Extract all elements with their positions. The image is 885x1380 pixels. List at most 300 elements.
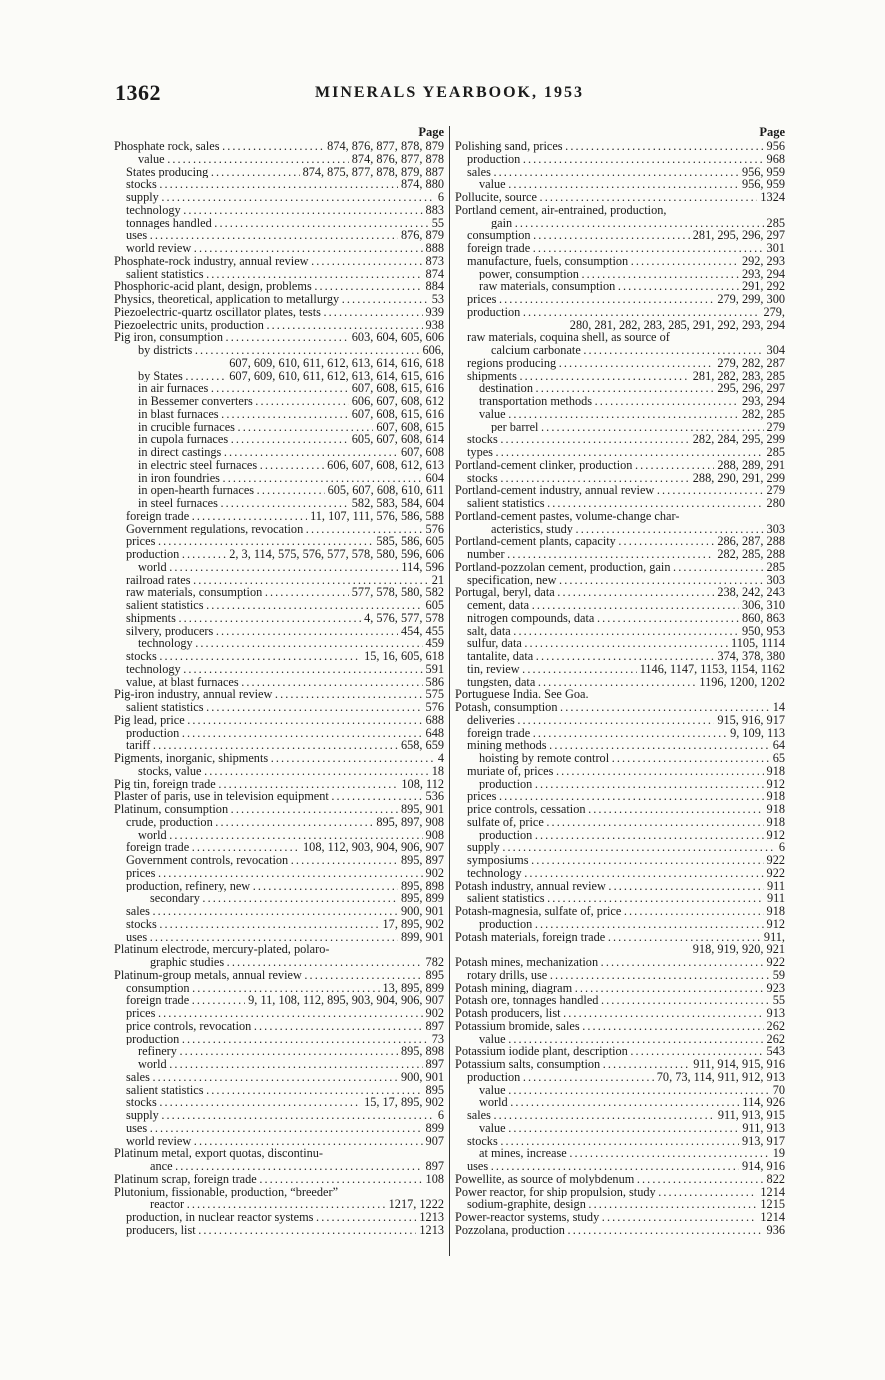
index-entry (455, 166, 785, 179)
entry-term: stocks . . . (126, 1096, 444, 1109)
entry-term: prices . . . (126, 535, 444, 548)
entry-term: supply . . . (126, 1109, 444, 1122)
entry-pages: 956 (764, 140, 785, 153)
index-entry (455, 688, 785, 701)
index-entry (455, 548, 785, 561)
index-entry (455, 599, 785, 612)
entry-pages: 4, 576, 577, 578 (361, 612, 444, 625)
entry-term: Piezoelectric units, production . . . (114, 319, 444, 332)
entry-term: value . . . (479, 178, 785, 191)
index-entry (114, 982, 444, 995)
entry-term: acteristics, study . . . (491, 523, 785, 536)
entry-pages: 912 (764, 829, 785, 842)
index-entry (114, 1109, 444, 1122)
entry-term: value . . . (479, 1122, 785, 1135)
entry-pages: 1196, 1200, 1202 (696, 676, 785, 689)
index-entry (114, 867, 444, 880)
entry-pages: 1105, 1114 (728, 637, 785, 650)
entry-term: destination . . . (479, 382, 785, 395)
entry-pages: 586 (423, 676, 444, 689)
entry-term: production . . . (126, 548, 444, 561)
index-entry (114, 625, 444, 638)
entry-term: Pigments, inorganic, shipments . . . (114, 752, 444, 765)
entry-pages: 607, 608, 615 (373, 421, 444, 434)
index-entry (455, 459, 785, 472)
entry-pages: 1324 (757, 191, 785, 204)
entry-term: Platinum, consumption . . . (114, 803, 444, 816)
entry-term: value . . . (479, 408, 785, 421)
index-entry (455, 510, 785, 523)
entry-pages: 607, 608 (398, 446, 444, 459)
column-divider (449, 126, 450, 1256)
entry-term: Platinum-group metals, annual review . . . (114, 969, 444, 982)
entry-pages: 922 (764, 956, 785, 969)
index-entry (455, 535, 785, 548)
entry-pages: 282, 285 (739, 408, 785, 421)
entry-pages: 281, 295, 296, 297 (690, 229, 785, 242)
entry-pages: 108, 112, 903, 904, 906, 907 (300, 841, 444, 854)
entry-pages: 922 (764, 867, 785, 880)
entry-term: regions producing . . . (467, 357, 785, 370)
index-entry (114, 943, 444, 956)
entry-pages: 822 (764, 1173, 785, 1186)
entry-pages: 301 (764, 242, 785, 255)
running-title: MINERALS YEARBOOK, 1953 (315, 84, 584, 101)
entry-pages: 907 (423, 1135, 444, 1148)
index-entry (455, 523, 785, 536)
entry-term: Platinum metal, export quotas, discontinu- (114, 1147, 324, 1160)
index-entry (455, 1096, 785, 1109)
entry-term: in blast furnaces . . . (138, 408, 444, 421)
entry-term: Potash materials, foreign trade . . . (455, 931, 785, 944)
index-entry (455, 1058, 785, 1071)
entry-term: stocks, value . . . (138, 765, 444, 778)
index-entry (114, 816, 444, 829)
entry-pages: 895, 901 (398, 803, 444, 816)
entry-term: shipments . . . (467, 370, 785, 383)
index-entry (455, 421, 785, 434)
entry-term: transportation methods . . . (479, 395, 785, 408)
entry-pages: 1213 (416, 1211, 444, 1224)
index-entry (455, 905, 785, 918)
index-entry (114, 918, 444, 931)
entry-term: technology . . . (138, 637, 444, 650)
entry-pages: 604 (423, 472, 444, 485)
index-entry (114, 803, 444, 816)
entry-pages: 585, 586, 605 (373, 535, 444, 548)
index-column-left (114, 126, 444, 1237)
index-entry (114, 829, 444, 842)
entry-term: Portland-cement industry, annual review . . . (455, 484, 785, 497)
entry-pages: 897 (423, 1020, 444, 1033)
entry-pages: 876, 879 (398, 229, 444, 242)
index-entry (114, 140, 444, 153)
index-entry (114, 931, 444, 944)
entry-pages: 2, 3, 114, 575, 576, 577, 578, 580, 596, 606 (226, 548, 444, 561)
index-entry (455, 382, 785, 395)
entry-term: stocks . . . (467, 433, 785, 446)
entry-pages: 897 (423, 1058, 444, 1071)
entry-term: Potassium bromide, sales . . . (455, 1020, 785, 1033)
entry-pages: 108, 112 (398, 778, 444, 791)
entry-pages: 19 (770, 1147, 785, 1160)
index-entry (114, 1058, 444, 1071)
entry-term: symposiums . . . (467, 854, 785, 867)
index-entry (455, 867, 785, 880)
entry-pages: 53 (429, 293, 444, 306)
entry-pages: 280 (764, 497, 785, 510)
entry-term: world review . . . (126, 1135, 444, 1148)
index-entry (455, 484, 785, 497)
index-entry (114, 548, 444, 561)
entry-pages: 900, 901 (398, 1071, 444, 1084)
index-entry (114, 510, 444, 523)
entry-term: Pollucite, source . . . (455, 191, 785, 204)
index-entry (114, 1071, 444, 1084)
index-entry (455, 739, 785, 752)
entry-term: sodium-graphite, design . . . (467, 1198, 785, 1211)
index-entry (114, 752, 444, 765)
index-entry (455, 765, 785, 778)
entry-term: technology . . . (126, 663, 444, 676)
index-entry (455, 280, 785, 293)
entry-term: sulfur, data . . . (467, 637, 785, 650)
index-entry (114, 497, 444, 510)
entry-term: supply . . . (467, 841, 785, 854)
index-entry (114, 727, 444, 740)
index-entry (114, 778, 444, 791)
index-entry (455, 982, 785, 995)
entry-term: Piezoelectric-quartz oscillator plates, tests . . . (114, 306, 444, 319)
entry-term: graphic studies . . . (150, 956, 444, 969)
entry-pages: 279, (760, 306, 785, 319)
index-entry (455, 1135, 785, 1148)
index-entry (114, 229, 444, 242)
index-entry (114, 586, 444, 599)
index-entry (114, 344, 444, 357)
entry-term: stocks . . . (467, 1135, 785, 1148)
index-entry (114, 217, 444, 230)
entry-term: in iron foundries . . . (138, 472, 444, 485)
entry-term: value . . . (479, 1084, 785, 1097)
entry-term: Physics, theoretical, application to metallurgy . . . (114, 293, 444, 306)
index-entry (455, 880, 785, 893)
entry-pages: 874, 875, 877, 878, 879, 887 (300, 166, 444, 179)
entry-term: foreign trade . . . (126, 841, 444, 854)
index-entries-right (455, 140, 785, 1237)
index-entry (455, 446, 785, 459)
index-entry (455, 969, 785, 982)
entry-term: Platinum electrode, mercury-plated, polaro- (114, 943, 330, 956)
entry-pages: 1215 (757, 1198, 785, 1211)
entry-term: stocks . . . (126, 650, 444, 663)
index-entry (114, 268, 444, 281)
entry-pages: 895 (423, 1084, 444, 1097)
entry-term: in direct castings . . . (138, 446, 444, 459)
page-number: 1362 (115, 80, 161, 105)
entry-pages: 1214 (757, 1211, 785, 1224)
entry-pages: 454, 455 (398, 625, 444, 638)
entry-term: uses . . . (126, 931, 444, 944)
entry-term: uses . . . (126, 1122, 444, 1135)
entry-pages: 4 (435, 752, 444, 765)
index-entry (455, 918, 785, 931)
entry-pages: 374, 378, 380 (714, 650, 785, 663)
entry-term: salient statistics . . . (126, 1084, 444, 1097)
index-entry (114, 892, 444, 905)
entry-pages: 1146, 1147, 1153, 1154, 1162 (637, 663, 785, 676)
index-entry (455, 1084, 785, 1097)
index-entry (114, 714, 444, 727)
entry-pages: 883 (423, 204, 444, 217)
entry-term: Potash-magnesia, sulfate of, price . . . (455, 905, 785, 918)
entry-term: consumption . . . (126, 982, 444, 995)
index-entry (455, 1109, 785, 1122)
index-entry (114, 178, 444, 191)
entry-pages: 938 (423, 319, 444, 332)
entry-term: calcium carbonate . . . (491, 344, 785, 357)
index-entry (114, 204, 444, 217)
entry-pages: 607, 609, 610, 611, 612, 613, 614, 615, 616 (226, 370, 444, 383)
entry-term: specification, new . . . (467, 574, 785, 587)
entry-term: by districts . . . (138, 344, 444, 357)
entry-term: production . . . (467, 153, 785, 166)
entry-pages: 303 (764, 523, 785, 536)
index-entry (114, 153, 444, 166)
entry-pages: 6 (776, 841, 785, 854)
entry-pages: 282, 285, 288 (714, 548, 785, 561)
index-entry (114, 1007, 444, 1020)
entry-pages: 295, 296, 297 (714, 382, 785, 395)
index-entry (114, 1020, 444, 1033)
entry-term: ance . . . (150, 1160, 444, 1173)
index-entry (455, 370, 785, 383)
index-entry (114, 854, 444, 867)
index-entry (114, 306, 444, 319)
entry-term: production, in nuclear reactor systems . . . (126, 1211, 444, 1224)
entry-pages: 59 (770, 969, 785, 982)
index-entry (455, 344, 785, 357)
entry-term: world . . . (138, 829, 444, 842)
entry-pages: 605, 607, 608, 614 (349, 433, 444, 446)
entry-term: number . . . (467, 548, 785, 561)
index-entry (114, 1224, 444, 1237)
entry-term: production . . . (479, 778, 785, 791)
entry-term: Pozzolana, production . . . (455, 1224, 785, 1237)
entry-term: value . . . (479, 1033, 785, 1046)
entry-pages: 9, 109, 113 (727, 727, 785, 740)
entry-pages: 884 (423, 280, 444, 293)
index-entry (114, 472, 444, 485)
entry-term: Portland cement, air-entrained, production, (455, 203, 667, 217)
index-entry (114, 880, 444, 893)
entry-pages: 605 (423, 599, 444, 612)
entry-pages: 15, 17, 895, 902 (361, 1096, 444, 1109)
index-entry (455, 1122, 785, 1135)
entry-pages: 605, 607, 608, 610, 611 (325, 484, 444, 497)
entry-term: salt, data . . . (467, 625, 785, 638)
index-entry (114, 357, 444, 370)
entry-term: Phosphate rock, sales . . . (114, 140, 444, 153)
entry-pages: 279, 299, 300 (714, 293, 785, 306)
entry-pages: 21 (429, 574, 444, 587)
entry-pages: 282, 284, 295, 299 (690, 433, 785, 446)
index-entry (114, 370, 444, 383)
entry-term: tin, review . . . (467, 663, 785, 676)
entry-pages: 285 (764, 217, 785, 230)
entry-pages: 306, 310 (739, 599, 785, 612)
entry-pages: 911, 913 (739, 1122, 785, 1135)
entry-term: producers, list . . . (126, 1224, 444, 1237)
entry-pages: 459 (423, 637, 444, 650)
entry-term: Potash mining, diagram . . . (455, 982, 785, 995)
entry-term: salient statistics . . . (467, 497, 785, 510)
entry-term: salient statistics . . . (126, 701, 444, 714)
entry-term: prices . . . (126, 867, 444, 880)
entry-term: salient statistics . . . (126, 268, 444, 281)
index-entry (114, 650, 444, 663)
entry-pages: 64 (770, 739, 785, 752)
index-entry (114, 242, 444, 255)
entry-term: Potash industry, annual review . . . (455, 880, 785, 893)
entry-pages: 918 (764, 905, 785, 918)
entry-term: crude, production . . . (126, 816, 444, 829)
index-entry (455, 217, 785, 230)
index-entry (114, 956, 444, 969)
entry-term: Power-reactor systems, study . . . (455, 1211, 785, 1224)
entry-pages: 860, 863 (739, 612, 785, 625)
index-entry (455, 242, 785, 255)
entry-pages: 14 (770, 701, 785, 714)
entry-term: foreign trade . . . (126, 994, 444, 1007)
entry-term: Plaster of paris, use in television equipment . . . (114, 790, 444, 803)
index-entry (114, 255, 444, 268)
index-entry (114, 1045, 444, 1058)
entry-pages: 70 (770, 1084, 785, 1097)
index-entry (114, 905, 444, 918)
entry-pages: 922 (764, 854, 785, 867)
entry-pages: 658, 659 (398, 739, 444, 752)
entry-term: tariff . . . (126, 739, 444, 752)
entry-term: Pig-iron industry, annual review . . . (114, 688, 444, 701)
entry-term: uses . . . (467, 1160, 785, 1173)
index-entry (455, 408, 785, 421)
entry-term: at mines, increase . . . (479, 1147, 785, 1160)
entry-term: Potassium salts, consumption . . . (455, 1058, 785, 1071)
entry-pages: 288, 290, 291, 299 (690, 472, 785, 485)
entry-term: rotary drills, use . . . (467, 969, 785, 982)
index-entry (455, 472, 785, 485)
index-entry (455, 650, 785, 663)
entry-pages: 292, 293 (739, 255, 785, 268)
entry-term: price controls, cessation . . . (467, 803, 785, 816)
entry-pages: 73 (429, 1033, 444, 1046)
entry-pages: 918 (764, 803, 785, 816)
index-entry (455, 829, 785, 842)
entry-pages: 913 (764, 1007, 785, 1020)
entry-pages: 939 (423, 306, 444, 319)
index-entry (114, 1084, 444, 1097)
entry-term: tantalite, data . . . (467, 650, 785, 663)
index-entry (455, 1186, 785, 1199)
entry-pages: 279 (764, 484, 785, 497)
entry-term: Phosphate-rock industry, annual review . . . (114, 255, 444, 268)
index-entry (114, 1122, 444, 1135)
entry-term: reactor . . . (150, 1198, 444, 1211)
entry-pages: 918 (764, 790, 785, 803)
entry-pages: 591 (423, 663, 444, 676)
entry-term: in air furnaces . . . (138, 382, 444, 395)
index-entry (114, 166, 444, 179)
index-entry (114, 1186, 444, 1199)
entry-pages: 915, 916, 917 (714, 714, 785, 727)
entry-term: supply . . . (126, 191, 444, 204)
entry-term: raw materials, consumption . . . (479, 280, 785, 293)
index-entry (455, 841, 785, 854)
index-entry (114, 1135, 444, 1148)
entry-pages: 606, 607, 608, 612, 613 (324, 459, 444, 472)
index-entry (114, 739, 444, 752)
index-entry (114, 663, 444, 676)
entry-term: Plutonium, fissionable, production, “breeder” (114, 1185, 339, 1199)
index-entry (455, 994, 785, 1007)
index-entry (114, 535, 444, 548)
index-entry (114, 994, 444, 1007)
index-entry (455, 395, 785, 408)
entry-pages: 914, 916 (739, 1160, 785, 1173)
index-entry (114, 395, 444, 408)
entry-pages: 536 (423, 790, 444, 803)
entry-pages: 262 (764, 1033, 785, 1046)
entry-pages: 911, 914, 915, 916 (690, 1058, 785, 1071)
entry-pages: 923 (764, 982, 785, 995)
index-entry (114, 790, 444, 803)
index-entry (114, 484, 444, 497)
entry-pages: 936 (764, 1224, 785, 1237)
entry-pages: 895, 899 (398, 892, 444, 905)
entry-term: stocks . . . (126, 178, 444, 191)
entry-pages: 6 (435, 1109, 444, 1122)
entry-pages: 304 (764, 344, 785, 357)
index-entry (455, 727, 785, 740)
index-entry (455, 1173, 785, 1186)
index-entry (455, 306, 785, 319)
entry-pages: 968 (764, 153, 785, 166)
entry-term: raw materials, coquina shell, as source of (467, 331, 670, 344)
entry-term: world . . . (479, 1096, 785, 1109)
entry-pages: 286, 287, 288 (714, 535, 785, 548)
index-entry (114, 612, 444, 625)
index-entry (455, 331, 785, 344)
index-entry (114, 433, 444, 446)
entry-term: foreign trade . . . (467, 727, 785, 740)
entry-term: production . . . (126, 727, 444, 740)
entry-pages: 70, 73, 114, 911, 912, 913 (654, 1071, 785, 1084)
entry-pages: 55 (429, 217, 444, 230)
entry-pages: 873 (423, 255, 444, 268)
entry-term: Portland-cement clinker, production . . . (455, 459, 785, 472)
entry-pages: 293, 294 (739, 268, 785, 281)
index-entry (114, 459, 444, 472)
entry-pages: 688 (423, 714, 444, 727)
entry-term: tungsten, data . . . (467, 676, 785, 689)
entry-pages: 874, 876, 877, 878, 879 (324, 140, 444, 153)
entry-pages: 902 (423, 1007, 444, 1020)
index-entry (455, 854, 785, 867)
index-entry (114, 599, 444, 612)
entry-term: tonnages handled . . . (126, 217, 444, 230)
entry-term: Polishing sand, prices . . . (455, 140, 785, 153)
